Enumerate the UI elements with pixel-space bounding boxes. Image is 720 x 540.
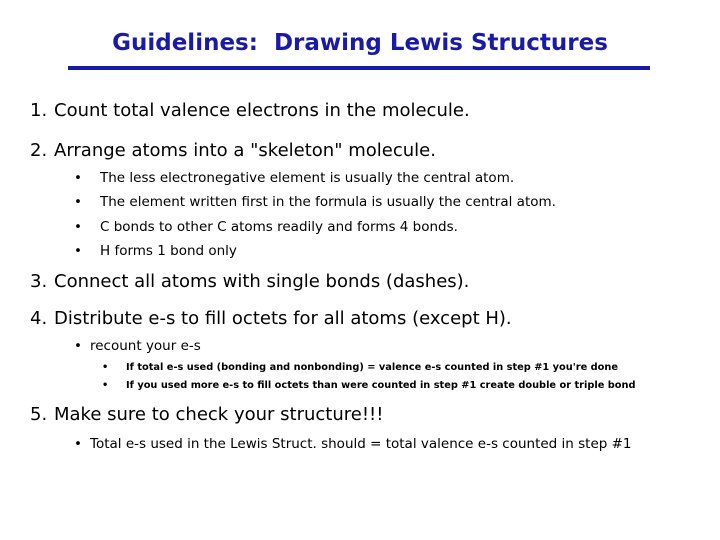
item-text: Arrange atoms into a "skeleton" molecule. xyxy=(54,140,436,161)
detail-bullet-text: If total e-s used (bonding and nonbonding) = valence e-s counted in step #1 you're done xyxy=(126,362,618,373)
detail-bullet-text: If you used more e-s to fill octets than were counted in step #1 create double or triple bond xyxy=(126,380,636,391)
item-text: Distribute e-s to fill octets for all atoms (except H). xyxy=(54,308,512,329)
bullet-icon: • xyxy=(102,362,109,373)
sub-bullet-text: C bonds to other C atoms readily and forms 4 bonds. xyxy=(100,219,458,235)
item-number: 2. xyxy=(30,140,48,161)
list-item xyxy=(30,308,512,329)
bullet-icon: • xyxy=(102,380,109,391)
list-item xyxy=(30,404,383,425)
item-text: Count total valence electrons in the molecule. xyxy=(54,100,470,121)
item-number: 3. xyxy=(30,271,48,292)
bullet-icon: • xyxy=(74,436,82,452)
bullet-icon: • xyxy=(74,170,82,186)
bullet-icon: • xyxy=(74,219,82,235)
item-number: 1. xyxy=(30,100,48,121)
page-title: Guidelines: Drawing Lewis Structures xyxy=(112,30,608,56)
bullet-icon: • xyxy=(74,243,82,259)
item-text: Connect all atoms with single bonds (dashes). xyxy=(54,271,470,292)
item-text: Make sure to check your structure!!! xyxy=(54,404,384,425)
list-item xyxy=(30,100,470,121)
bullet-icon: • xyxy=(74,194,82,210)
sub-bullet-text: recount your e-s xyxy=(90,338,201,354)
sub-bullet-text: H forms 1 bond only xyxy=(100,243,237,259)
sub-bullet-text: Total e-s used in the Lewis Struct. should = total valence e-s counted in step #1 xyxy=(90,436,632,452)
list-item xyxy=(30,140,436,161)
item-number: 5. xyxy=(30,404,48,425)
bullet-icon: • xyxy=(74,338,82,354)
sub-bullet-text: The element written first in the formula is usually the central atom. xyxy=(100,194,556,210)
sub-bullet-text: The less electronegative element is usually the central atom. xyxy=(100,170,515,186)
item-number: 4. xyxy=(30,308,48,329)
list-item xyxy=(30,271,469,292)
